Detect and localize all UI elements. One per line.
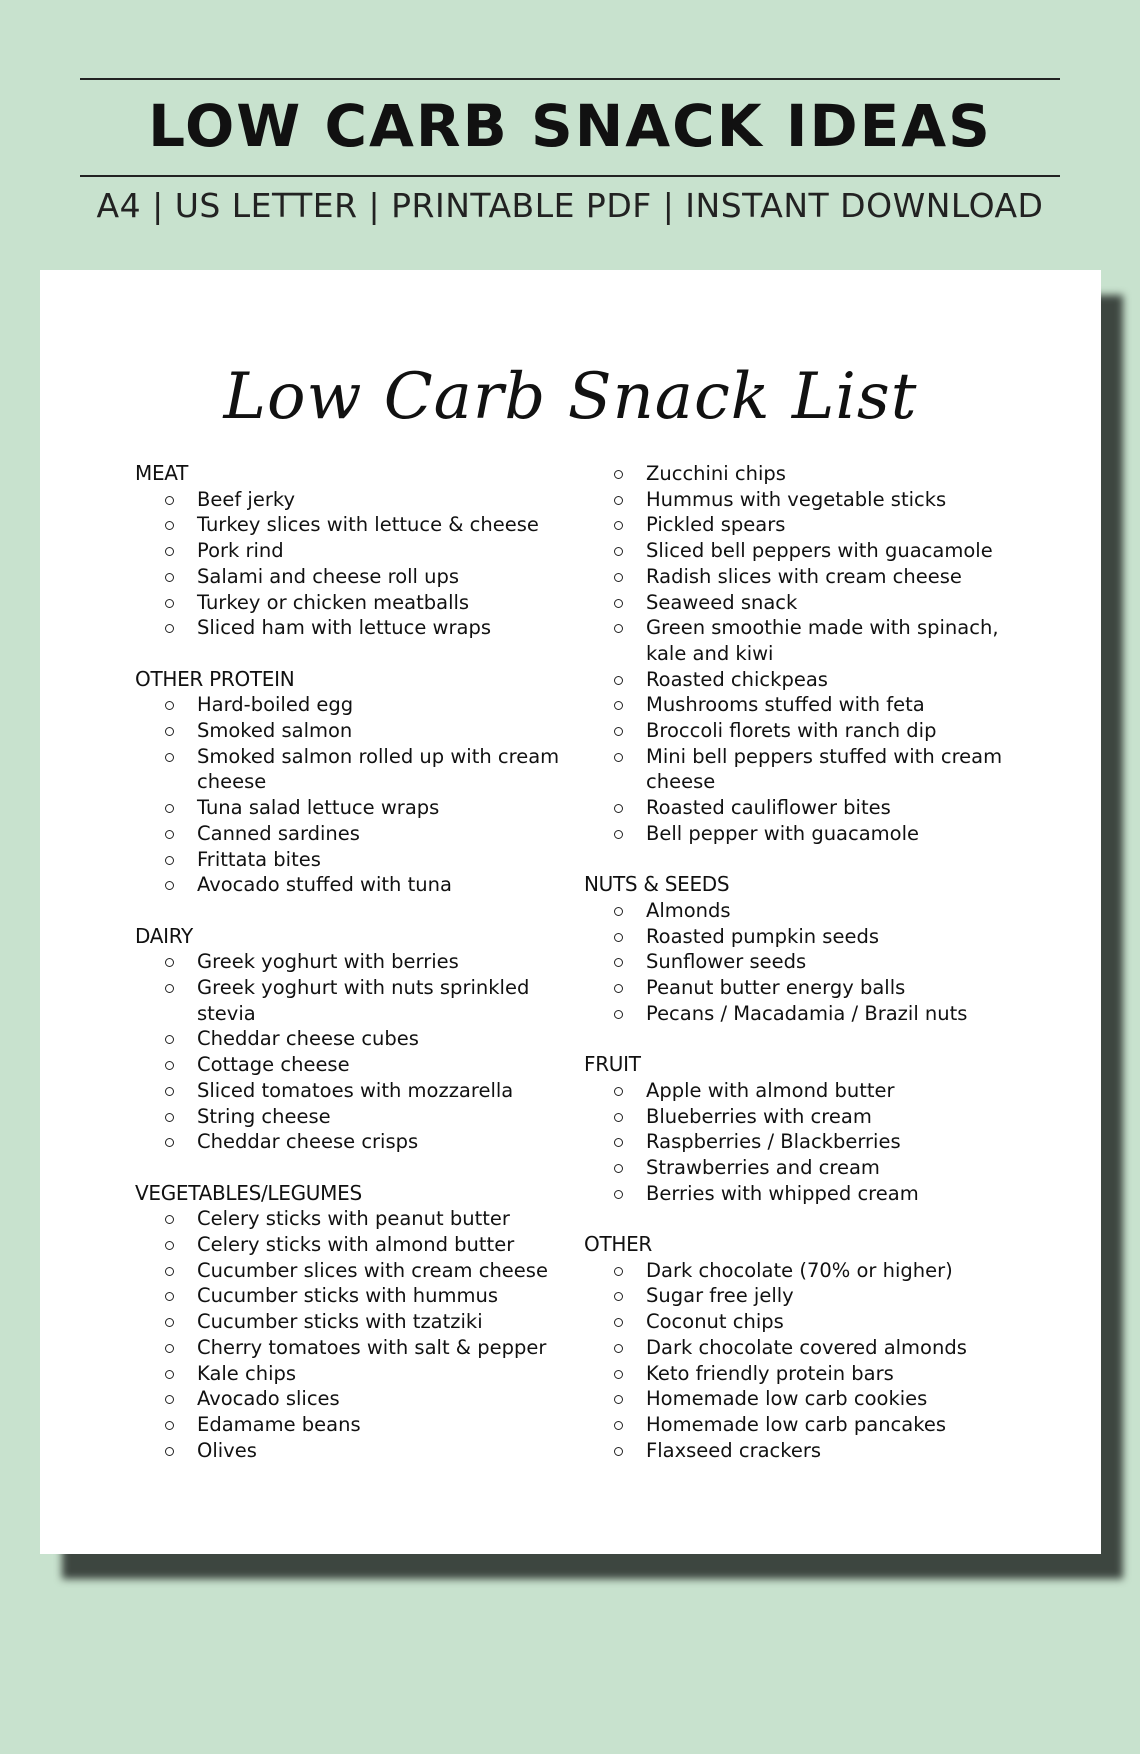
list-item: [584, 795, 1034, 821]
list-item-label: Hummus with vegetable sticks: [646, 487, 947, 511]
list-item-label: Tuna salad lettuce wraps: [197, 796, 440, 820]
circle-bullet-icon: [165, 984, 174, 993]
circle-bullet-icon: [614, 1267, 623, 1276]
list-item-label: Homemade low carb pancakes: [646, 1412, 946, 1436]
snack-list-meat: [135, 487, 585, 641]
list-item: [135, 1206, 585, 1232]
section-gap: [135, 641, 585, 667]
list-item-label: Avocado stuffed with tuna: [197, 873, 452, 897]
list-item: [584, 590, 1034, 616]
circle-bullet-icon: [614, 1164, 623, 1173]
list-item-label: Celery sticks with peanut butter: [197, 1207, 510, 1231]
list-item: [135, 1052, 585, 1078]
list-item-label: Canned sardines: [197, 821, 360, 845]
list-item: [584, 949, 1034, 975]
circle-bullet-icon: [165, 701, 174, 710]
list-item: [584, 1001, 1034, 1027]
list-item: [584, 718, 1034, 744]
circle-bullet-icon: [614, 933, 623, 942]
list-item: [135, 1386, 585, 1412]
section-heading-other-protein: OTHER PROTEIN: [135, 666, 295, 691]
circle-bullet-icon: [165, 1087, 174, 1096]
list-item: [584, 1386, 1034, 1412]
list-item-label: Sliced tomatoes with mozzarella: [197, 1078, 514, 1102]
list-item: [135, 1412, 585, 1438]
circle-bullet-icon: [614, 1010, 623, 1019]
circle-bullet-icon: [614, 984, 623, 993]
circle-bullet-icon: [165, 1241, 174, 1250]
list-item: [135, 847, 585, 873]
section-heading-fruit: FRUIT: [584, 1052, 641, 1077]
list-item: [135, 1361, 585, 1387]
list-item-label: Cheddar cheese cubes: [197, 1027, 419, 1051]
list-item-label: Sliced ham with lettuce wraps: [197, 616, 492, 640]
list-item-label: Cucumber slices with cream cheese: [197, 1258, 548, 1282]
left-column: [135, 461, 585, 1463]
list-item-label: Green smoothie made with spinach, kale and kiwi: [646, 616, 999, 665]
list-item-label: Smoked salmon rolled up with cream cheese: [197, 744, 560, 794]
list-item: [135, 564, 585, 590]
list-item-label: Roasted cauliflower bites: [646, 796, 891, 820]
list-item: [584, 1309, 1034, 1335]
list-item: [135, 1078, 585, 1104]
list-item-label: Strawberries and cream: [646, 1155, 880, 1179]
circle-bullet-icon: [614, 958, 623, 967]
banner-top-rule: [80, 78, 1060, 80]
circle-bullet-icon: [614, 701, 623, 710]
list-item-label: Celery sticks with almond butter: [197, 1233, 515, 1257]
list-item-label: Pecans / Macadamia / Brazil nuts: [646, 1001, 968, 1025]
circle-bullet-icon: [165, 573, 174, 582]
list-item: [584, 1129, 1034, 1155]
list-item-label: Roasted chickpeas: [646, 667, 828, 691]
list-item-label: Keto friendly protein bars: [646, 1361, 894, 1385]
circle-bullet-icon: [165, 1215, 174, 1224]
list-item: [584, 1361, 1034, 1387]
list-item: [135, 1283, 585, 1309]
list-item: [584, 1438, 1034, 1464]
list-item-label: Blueberries with cream: [646, 1104, 872, 1128]
banner-bottom-rule: [80, 175, 1060, 177]
list-item: [135, 692, 585, 718]
list-item-label: Seaweed snack: [646, 590, 798, 614]
list-item: [584, 1155, 1034, 1181]
list-item: [584, 821, 1034, 847]
list-item: [584, 692, 1034, 718]
list-item-label: Greek yoghurt with nuts sprinkled stevia: [197, 976, 530, 1025]
list-item-label: String cheese: [197, 1104, 331, 1128]
list-item-label: Frittata bites: [197, 847, 321, 871]
list-item-label: Flaxseed crackers: [646, 1438, 822, 1462]
circle-bullet-icon: [165, 1370, 174, 1379]
list-item: [135, 487, 585, 513]
circle-bullet-icon: [165, 753, 174, 762]
list-item-label: Salami and cheese roll ups: [197, 564, 460, 588]
list-item: [135, 821, 585, 847]
circle-bullet-icon: [165, 496, 174, 505]
circle-bullet-icon: [165, 1035, 174, 1044]
list-item-label: Broccoli florets with ranch dip: [646, 719, 937, 743]
list-item: [135, 1335, 585, 1361]
list-item: [135, 1104, 585, 1130]
list-item-label: Zucchini chips: [646, 462, 786, 485]
circle-bullet-icon: [165, 1292, 174, 1301]
section-gap: [135, 898, 585, 924]
list-item-label: Roasted pumpkin seeds: [646, 924, 880, 948]
section-heading-vegetables-legumes: VEGETABLES/LEGUMES: [135, 1180, 362, 1205]
circle-bullet-icon: [165, 1421, 174, 1430]
list-item-label: Apple with almond butter: [646, 1078, 895, 1102]
list-item: [135, 949, 585, 975]
list-item-label: Edamame beans: [197, 1412, 361, 1436]
list-item: [135, 538, 585, 564]
circle-bullet-icon: [614, 547, 623, 556]
list-item: [135, 1438, 585, 1464]
section-gap: [584, 1206, 1034, 1232]
list-item: [584, 1283, 1034, 1309]
circle-bullet-icon: [165, 1061, 174, 1070]
circle-bullet-icon: [614, 1318, 623, 1327]
list-item-label: Radish slices with cream cheese: [646, 564, 962, 588]
list-item-label: Raspberries / Blackberries: [646, 1130, 901, 1154]
list-item-label: Bell pepper with guacamole: [646, 821, 920, 845]
circle-bullet-icon: [614, 1344, 623, 1353]
list-item: [584, 744, 1034, 795]
circle-bullet-icon: [165, 1138, 174, 1147]
list-item-label: Peanut butter energy balls: [646, 976, 906, 1000]
circle-bullet-icon: [614, 470, 623, 479]
list-item: [584, 1104, 1034, 1130]
snack-list-dairy: [135, 949, 585, 1155]
list-item-label: Beef jerky: [197, 487, 296, 511]
list-item: [584, 667, 1034, 693]
right-column: [584, 461, 1034, 1463]
list-item-label: Pickled spears: [646, 513, 786, 537]
circle-bullet-icon: [614, 1113, 623, 1122]
list-item: [135, 718, 585, 744]
list-item: [584, 487, 1034, 513]
list-item: [135, 1129, 585, 1155]
list-item: [135, 590, 585, 616]
circle-bullet-icon: [614, 1395, 623, 1404]
list-item-label: Hard-boiled egg: [197, 693, 354, 717]
circle-bullet-icon: [165, 830, 174, 839]
list-item: [584, 898, 1034, 924]
list-item: [584, 461, 1034, 487]
list-item-label: Sugar free jelly: [646, 1284, 794, 1308]
list-item-label: Mushrooms stuffed with feta: [646, 693, 925, 717]
list-item: [135, 975, 585, 1026]
circle-bullet-icon: [614, 496, 623, 505]
section-gap: [135, 1155, 585, 1181]
list-item: [135, 872, 585, 898]
circle-bullet-icon: [165, 521, 174, 530]
circle-bullet-icon: [614, 804, 623, 813]
snack-list-other: [584, 1258, 1034, 1464]
snack-list-fruit: [584, 1078, 1034, 1207]
list-item: [584, 538, 1034, 564]
circle-bullet-icon: [614, 521, 623, 530]
snack-list-vegetables-legumes: [135, 1206, 585, 1463]
list-item: [135, 744, 585, 795]
list-item-label: Dark chocolate covered almonds: [646, 1335, 967, 1359]
list-item: [584, 1181, 1034, 1207]
sheet-title: Low Carb Snack List: [223, 360, 918, 434]
circle-bullet-icon: [165, 1113, 174, 1122]
circle-bullet-icon: [614, 753, 623, 762]
list-item-label: Avocado slices: [197, 1387, 340, 1411]
list-item-label: Smoked salmon: [197, 719, 353, 743]
list-item: [584, 1412, 1034, 1438]
circle-bullet-icon: [614, 1190, 623, 1199]
list-item: [135, 615, 585, 641]
circle-bullet-icon: [165, 1395, 174, 1404]
circle-bullet-icon: [614, 1421, 623, 1430]
list-item-label: Sliced bell peppers with guacamole: [646, 539, 993, 563]
list-item-label: Cucumber sticks with tzatziki: [197, 1310, 483, 1334]
circle-bullet-icon: [165, 1344, 174, 1353]
list-item: [584, 1078, 1034, 1104]
circle-bullet-icon: [165, 958, 174, 967]
section-heading-other: OTHER: [584, 1232, 653, 1257]
snack-list-sheet: [40, 270, 1101, 1554]
list-item-label: Berries with whipped cream: [646, 1181, 919, 1205]
list-item: [584, 512, 1034, 538]
circle-bullet-icon: [165, 727, 174, 736]
list-item: [135, 795, 585, 821]
circle-bullet-icon: [165, 1318, 174, 1327]
list-item-label: Cucumber sticks with hummus: [197, 1284, 499, 1308]
snack-list-other-protein: [135, 692, 585, 898]
list-item: [135, 512, 585, 538]
section-heading-nuts-seeds: NUTS & SEEDS: [584, 872, 730, 897]
circle-bullet-icon: [165, 856, 174, 865]
list-item: [584, 1335, 1034, 1361]
list-item-label: Pork rind: [197, 539, 284, 563]
section-heading-meat: MEAT: [135, 461, 189, 485]
circle-bullet-icon: [614, 907, 623, 916]
banner-subtitle: A4 | US LETTER | PRINTABLE PDF | INSTANT DOWNLOAD: [96, 186, 1044, 225]
circle-bullet-icon: [614, 830, 623, 839]
section-gap: [584, 847, 1034, 873]
list-item: [135, 1258, 585, 1284]
list-item: [135, 1026, 585, 1052]
list-item: [135, 1309, 585, 1335]
list-item-label: Cottage cheese: [197, 1053, 350, 1077]
section-heading-dairy: DAIRY: [135, 923, 193, 948]
list-item-label: Almonds: [646, 898, 731, 922]
snack-list-continued: [584, 461, 1034, 847]
circle-bullet-icon: [614, 624, 623, 633]
circle-bullet-icon: [614, 727, 623, 736]
list-item: [584, 924, 1034, 950]
list-item: [584, 1258, 1034, 1284]
circle-bullet-icon: [614, 599, 623, 608]
circle-bullet-icon: [614, 573, 623, 582]
circle-bullet-icon: [165, 804, 174, 813]
list-item: [584, 975, 1034, 1001]
list-item: [584, 564, 1034, 590]
circle-bullet-icon: [165, 547, 174, 556]
list-item: [584, 615, 1034, 666]
circle-bullet-icon: [165, 624, 174, 633]
list-item-label: Olives: [197, 1438, 257, 1462]
list-item: [135, 1232, 585, 1258]
circle-bullet-icon: [614, 676, 623, 685]
circle-bullet-icon: [614, 1087, 623, 1096]
list-item-label: Kale chips: [197, 1361, 297, 1385]
banner-title: LOW CARB SNACK IDEAS: [148, 92, 992, 160]
list-item-label: Cheddar cheese crisps: [197, 1130, 419, 1154]
list-item-label: Turkey slices with lettuce & cheese: [197, 513, 539, 537]
list-item-label: Sunflower seeds: [646, 950, 807, 974]
list-item-label: Turkey or chicken meatballs: [197, 590, 470, 614]
circle-bullet-icon: [165, 881, 174, 890]
list-item-label: Dark chocolate (70% or higher): [646, 1258, 953, 1282]
circle-bullet-icon: [614, 1447, 623, 1456]
section-gap: [584, 1026, 1034, 1052]
circle-bullet-icon: [614, 1370, 623, 1379]
list-item-label: Mini bell peppers stuffed with cream cheese: [646, 744, 1003, 794]
list-item-label: Greek yoghurt with berries: [197, 950, 459, 974]
list-item-label: Homemade low carb cookies: [646, 1387, 928, 1411]
list-item-label: Coconut chips: [646, 1310, 784, 1334]
circle-bullet-icon: [165, 1267, 174, 1276]
circle-bullet-icon: [165, 1447, 174, 1456]
snack-list-nuts-seeds: [584, 898, 1034, 1027]
list-item-label: Cherry tomatoes with salt & pepper: [197, 1335, 547, 1359]
circle-bullet-icon: [614, 1138, 623, 1147]
circle-bullet-icon: [614, 1292, 623, 1301]
circle-bullet-icon: [165, 599, 174, 608]
